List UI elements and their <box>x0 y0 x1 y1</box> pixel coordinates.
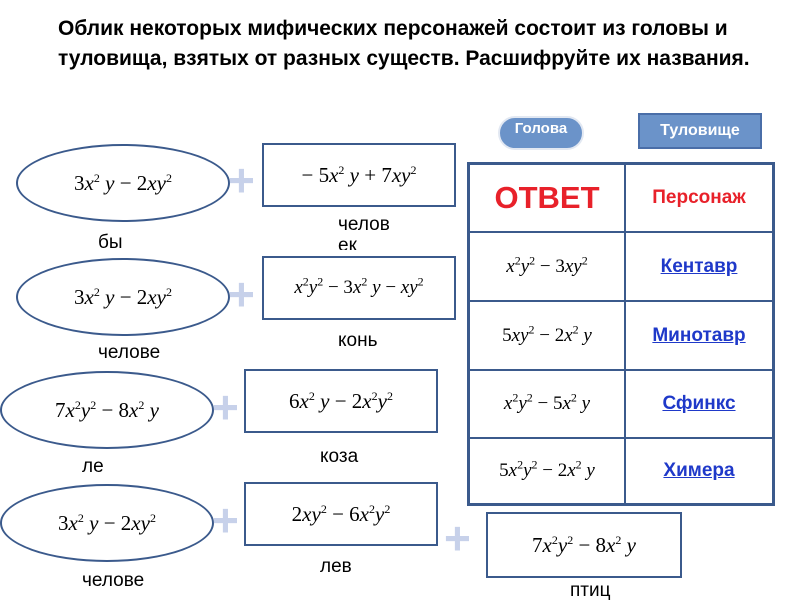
torso-word-2: конь <box>338 330 378 351</box>
plus-sign-3: + <box>212 381 239 433</box>
character-header-cell <box>625 164 773 232</box>
character-link-minotavr[interactable]: Минотавр <box>652 324 746 346</box>
answer-expression-1: $x^2y^2 - 3xy^2$ <box>506 253 588 277</box>
character-link-kentavr[interactable]: Кентавр <box>660 255 738 277</box>
task-title: Облик некоторых мифических персонажей состоит из головы и туловища, взятых от разных существ. Расшифруйте их названия. <box>58 17 750 70</box>
extra-word-4: птиц <box>570 580 611 601</box>
head-expression-4: $3x^2$ $y - 2xy^2$ <box>58 510 156 535</box>
extra-box-4[interactable] <box>486 512 682 578</box>
head-expression-2: $3x^2$ $y - 2xy^2$ <box>74 284 172 309</box>
plus-sign-2: + <box>228 268 255 320</box>
answer-cell-1 <box>469 232 625 301</box>
torso-box-3[interactable] <box>244 369 438 433</box>
torso-box-2[interactable] <box>262 256 456 320</box>
head-word-3: ле <box>82 456 104 477</box>
head-word-1: бы <box>98 232 123 253</box>
answer-cell-4 <box>469 438 625 504</box>
plus-sign-1: + <box>228 154 255 206</box>
character-cell-3 <box>625 370 773 438</box>
plus-sign-4: + <box>212 494 239 546</box>
answer-expression-4: $5x^2y^2 - 2x^2$ y <box>499 457 595 481</box>
torso-expression-3: $6x^2$ $y - 2x^2y^2$ <box>289 388 393 413</box>
torso-expression-1: − $5x^2$ $y + 7xy^2$ <box>301 162 417 187</box>
torso-expression-4: $2xy^2 - 6x^2y^2$ <box>291 501 391 526</box>
plus-sign-5: + <box>444 512 471 564</box>
character-cell-4 <box>625 438 773 504</box>
answer-expression-3: $x^2y^2 - 5x^2$ y <box>503 390 591 414</box>
torso-word-1: человек <box>338 214 390 250</box>
character-link-khimera[interactable]: Химера <box>663 460 735 481</box>
head-word-2: челове <box>98 342 161 363</box>
answer-expression-2: $5xy^2 - 2x^2$ y <box>502 322 592 346</box>
torso-expression-2: $x^2y^2 - 3x^2$ $y - xy^2$ <box>294 274 424 298</box>
answer-cell-3 <box>469 370 625 438</box>
torso-box-1[interactable] <box>262 143 456 207</box>
character-link-sfinks[interactable]: Сфинкс <box>662 393 736 414</box>
answer-header-cell <box>469 164 625 232</box>
head-ellipse-3[interactable] <box>0 371 214 449</box>
character-header: Персонаж <box>652 187 746 208</box>
head-ellipse-2[interactable] <box>16 258 230 336</box>
head-ellipse-1[interactable] <box>16 144 230 222</box>
torso-word-3: коза <box>320 446 359 467</box>
character-cell-2 <box>625 301 773 370</box>
extra-expression-4: $7x^2y^2 - 8x^2$ y <box>532 532 636 557</box>
head-word-4: челове <box>82 570 145 591</box>
head-ellipse-4[interactable] <box>0 484 214 562</box>
torso-word-4: лев <box>320 556 352 577</box>
answer-header: ОТВЕТ <box>494 180 600 215</box>
torso-button[interactable]: Туловище <box>638 113 762 149</box>
torso-box-4[interactable] <box>244 482 438 546</box>
character-cell-1 <box>625 232 773 301</box>
answer-table <box>467 162 775 506</box>
answer-cell-2 <box>469 301 625 370</box>
head-button[interactable]: Голова <box>498 116 584 150</box>
head-expression-1: $3x^2$ $y - 2xy^2$ <box>74 170 172 195</box>
head-expression-3: $7x^2y^2 - 8x^2$ y <box>55 397 159 422</box>
